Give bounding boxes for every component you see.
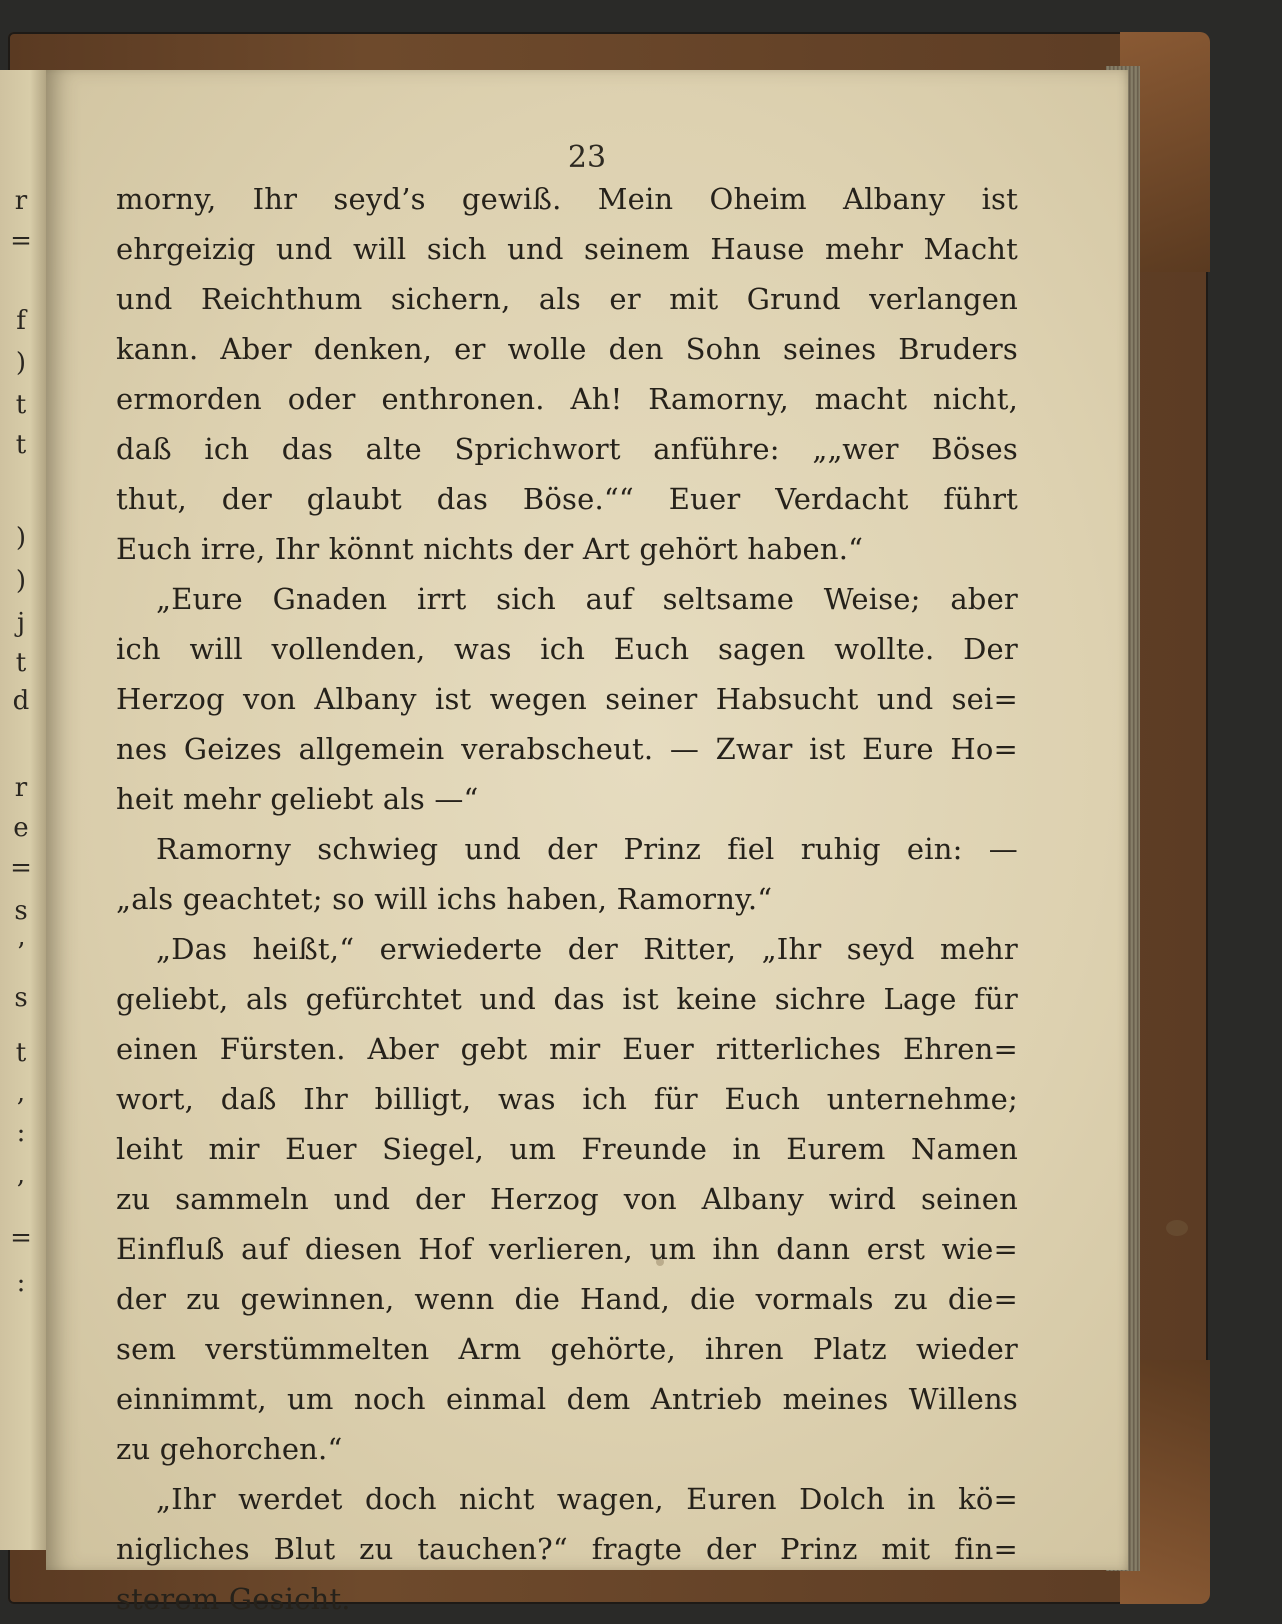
facing-page-letter: s: [14, 983, 28, 1013]
facing-page-letter: e: [13, 813, 29, 843]
facing-page-letter: f: [16, 306, 26, 336]
text-line: Ramorny schwieg und der Prinz fiel ruhig ein: —: [156, 832, 1018, 866]
facing-page-letter: ,: [16, 1160, 26, 1190]
text-line: geliebt, als gefürchtet und das ist keine sichre Lage für: [116, 982, 1018, 1016]
book-page: [46, 70, 1128, 1616]
text-line: morny, Ihr seyd’s gewiß. Mein Oheim Albany ist: [116, 182, 1018, 216]
text-line: zu sammeln und der Herzog von Albany wird seinen: [116, 1182, 1018, 1216]
facing-page-letter: ): [15, 348, 27, 378]
text-line: daß ich das alte Sprichwort anführe: „„wer Böses: [116, 432, 1018, 466]
text-line: „als geachtet; so will ichs haben, Ramorny.“: [116, 882, 773, 916]
text-line: sterem Gesicht.: [116, 1582, 351, 1616]
text-line: Herzog von Albany ist wegen seiner Habsucht und sei=: [116, 682, 1018, 716]
facing-page-letter: r: [14, 773, 28, 803]
text-line: thut, der glaubt das Böse.““ Euer Verdacht führt: [116, 482, 1018, 516]
facing-page-sliver: [0, 70, 50, 1550]
text-line: zu gehorchen.“: [116, 1432, 343, 1466]
text-line: heit mehr geliebt als —“: [116, 782, 479, 816]
page-number: 23: [567, 140, 607, 175]
text-line: der zu gewinnen, wenn die Hand, die vormals zu die=: [116, 1282, 1018, 1316]
facing-page-letter: t: [15, 430, 27, 460]
facing-page-letter: t: [15, 648, 27, 678]
text-line: nigliches Blut zu tauchen?“ fragte der Prinz mit fin=: [116, 1532, 1018, 1566]
text-line: kann. Aber denken, er wolle den Sohn seines Bruders: [116, 332, 1018, 366]
facing-page-letter: t: [15, 1038, 27, 1068]
text-line: Euch irre, Ihr könnt nichts der Art gehört haben.“: [116, 532, 864, 566]
text-line: „Eure Gnaden irrt sich auf seltsame Weise; aber: [156, 582, 1018, 616]
facing-page-letter: r: [14, 186, 28, 216]
text-line: einen Fürsten. Aber gebt mir Euer ritterliches Ehren=: [116, 1032, 1018, 1066]
facing-page-letter: ): [15, 523, 27, 553]
text-line: „Das heißt,“ erwiederte der Ritter, „Ihr seyd mehr: [156, 932, 1018, 966]
facing-page-letter: s: [14, 896, 28, 926]
paper-stain: [1166, 1220, 1188, 1236]
facing-page-letter: :: [16, 1268, 26, 1298]
facing-page-letter: ): [15, 566, 27, 596]
page-text: [116, 174, 1018, 1624]
paper-stain: [656, 1258, 664, 1266]
facing-page-letter: :: [16, 1118, 26, 1148]
text-line: sem verstümmelten Arm gehörte, ihren Platz wieder: [116, 1332, 1018, 1366]
text-line: ehrgeizig und will sich und seinem Hause mehr Macht: [116, 232, 1018, 266]
facing-page-letter: ’: [16, 938, 26, 968]
facing-page-letter: =: [10, 1223, 32, 1253]
text-line: einnimmt, um noch einmal dem Antrieb meines Willens: [116, 1382, 1018, 1416]
text-line: „Ihr werdet doch nicht wagen, Euren Dolch in kö=: [156, 1482, 1018, 1516]
text-line: ermorden oder enthronen. Ah! Ramorny, macht nicht,: [116, 382, 1018, 416]
facing-page-letter: j: [16, 608, 26, 638]
facing-page-letter: =: [10, 226, 32, 256]
facing-page-letter: ,: [16, 1078, 26, 1108]
text-line: leiht mir Euer Siegel, um Freunde in Eurem Namen: [116, 1132, 1018, 1166]
text-line: und Reichthum sichern, als er mit Grund verlangen: [116, 282, 1018, 316]
text-line: ich will vollenden, was ich Euch sagen wollte. Der: [116, 632, 1018, 666]
facing-page-letter: =: [10, 853, 32, 883]
text-line: Einfluß auf diesen Hof verlieren, um ihn dann erst wie=: [116, 1232, 1018, 1266]
text-line: nes Geizes allgemein verabscheut. — Zwar ist Eure Ho=: [116, 732, 1018, 766]
facing-page-letter: d: [12, 686, 30, 716]
text-line: wort, daß Ihr billigt, was ich für Euch unternehme;: [116, 1082, 1018, 1116]
facing-page-letter: t: [15, 390, 27, 420]
